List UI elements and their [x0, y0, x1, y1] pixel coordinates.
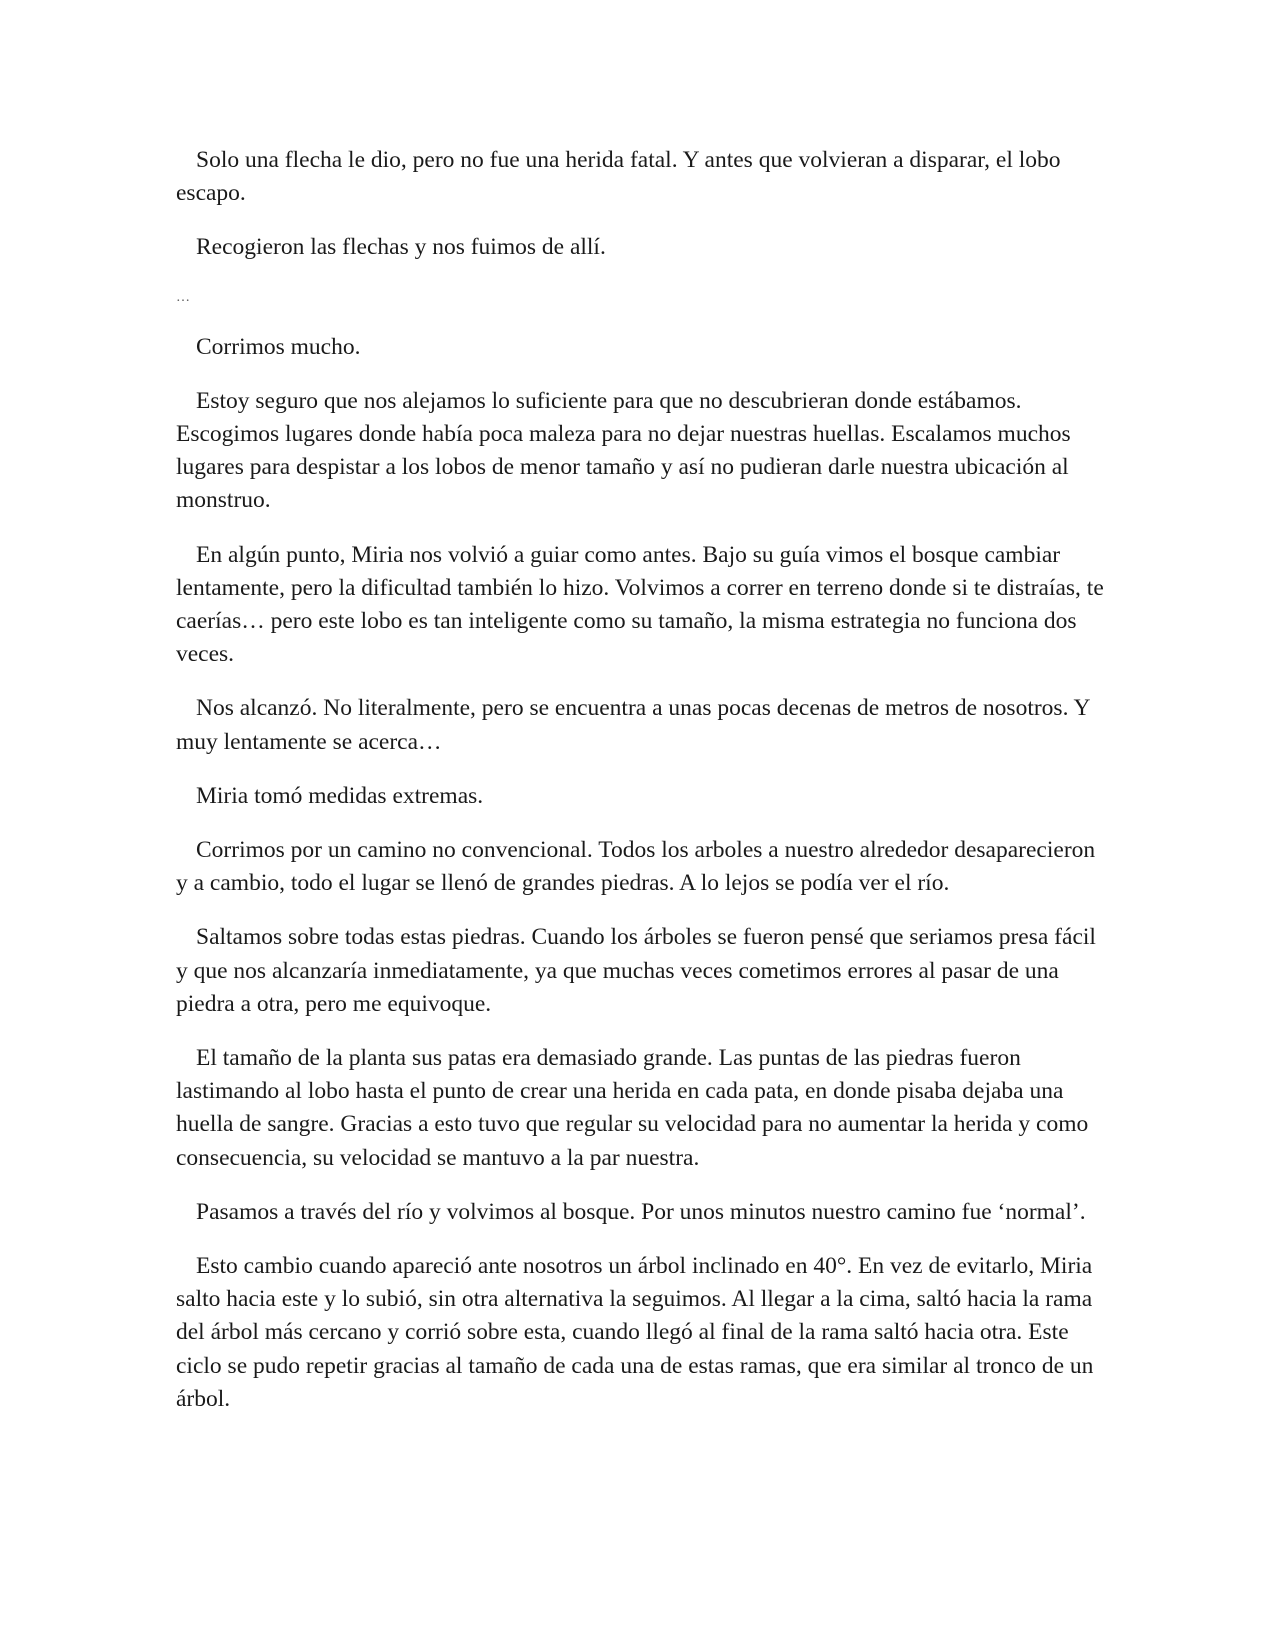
scene-separator: … — [176, 289, 190, 305]
paragraph: Pasamos a través del río y volvimos al bosque. Por unos minutos nuestro camino fue ‘normal’. — [196, 1198, 1086, 1225]
paragraph: Esto cambio cuando apareció ante nosotros un árbol inclinado en 40°. En vez de evitarlo, Miria salto hacia este y lo subió, sin otra alternativa la seguimos. Al llegar a la cima, saltó hacia la rama del árbol más cercano y corrió sobre esta, cuando llegó al final de la rama saltó hacia otra. Este ciclo se pudo repetir gracias al tamaño de cada una de estas ramas, que era similar al tronco de un árbol. — [176, 1253, 1094, 1412]
paragraph: Saltamos sobre todas estas piedras. Cuando los árboles se fueron pensé que seriamos presa fácil y que nos alcanzaría inmediatamente, ya que muchas veces cometimos errores al pasar de una piedra a otra, pero me equivoque. — [176, 924, 1096, 1017]
paragraph: Corrimos mucho. — [196, 333, 361, 360]
paragraph: Corrimos por un camino no convencional. Todos los arboles a nuestro alrededor desaparecieron y a cambio, todo el lugar se llenó de grandes piedras. A lo lejos se podía ver el río. — [176, 837, 1096, 897]
paragraph: El tamaño de la planta sus patas era demasiado grande. Las puntas de las piedras fueron lastimando al lobo hasta el punto de crear una herida en cada pata, en donde pisaba dejaba una huella de sangre. Gracias a esto tuvo que regular su velocidad para no aumentar la herida y como consecuencia, su velocidad se mantuvo a la par nuestra. — [176, 1045, 1089, 1171]
body-text — [176, 144, 1106, 1437]
paragraph: Miria tomó medidas extremas. — [196, 782, 484, 809]
paragraph: Solo una flecha le dio, pero no fue una herida fatal. Y antes que volvieran a disparar, el lobo escapo. — [176, 147, 1061, 207]
paragraph: En algún punto, Miria nos volvió a guiar como antes. Bajo su guía vimos el bosque cambiar lentamente, pero la dificultad también lo hizo. Volvimos a correr en terreno donde si te distraías, te caerías… pero este lobo es tan inteligente como su tamaño, la misma estrategia no funciona dos veces. — [176, 541, 1104, 668]
paragraph: Nos alcanzó. No literalmente, pero se encuentra a unas pocas decenas de metros de nosotros. Y muy lentamente se acerca… — [176, 695, 1090, 755]
paragraph: Estoy seguro que nos alejamos lo suficiente para que no descubrieran donde estábamos. Escogimos lugares donde había poca maleza para no dejar nuestras huellas. Escalamos muchos lugares para despistar a los lobos de menor tamaño y así no pudieran darle nuestra ubicación al monstruo. — [176, 387, 1071, 514]
paragraph: Recogieron las flechas y nos fuimos de allí. — [196, 234, 606, 261]
